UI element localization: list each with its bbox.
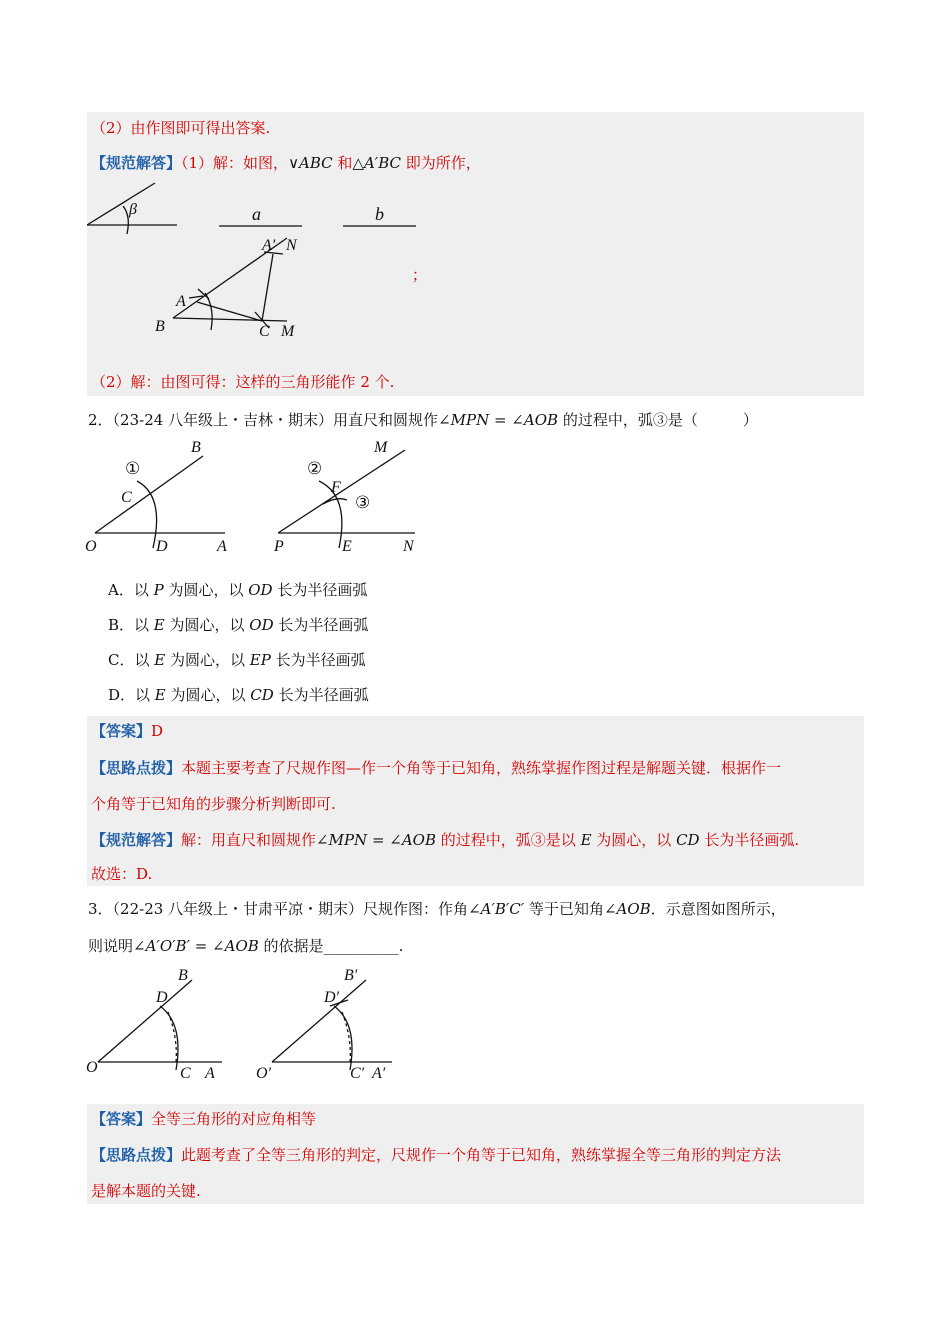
beta-arc (123, 206, 128, 234)
label-a: a (252, 204, 261, 224)
text: B．以 (108, 616, 154, 634)
label-b: b (375, 204, 384, 224)
text: 等于已知角 (524, 900, 604, 918)
q3-stem-line2 (88, 936, 403, 956)
label-A-prime: A′ (262, 237, 276, 254)
label-B-prime: B′ (344, 967, 358, 984)
hint-text: 本题主要考查了尺规作图—作一个角等于已知角，熟练掌握作图过程是解题关键．根据作一 (181, 759, 782, 777)
tag-hint: 【思路点拨】 (91, 1146, 182, 1164)
label-D: D (156, 538, 168, 555)
text: ．示意图如图所示， (650, 900, 786, 918)
label-C: C (121, 489, 132, 506)
q2-answer (91, 721, 163, 741)
text: A．以 (108, 581, 154, 599)
label-B: B (178, 967, 188, 984)
q3-stem (88, 899, 786, 919)
math: CD (250, 686, 274, 704)
math: ∠MPN = ∠AOB (316, 831, 437, 849)
text: 则说明 (88, 937, 134, 955)
label-beta: β (129, 201, 137, 218)
math: ∨ABC (288, 154, 333, 172)
figure-triangle-construction (87, 178, 427, 343)
label-circle-3: ③ (355, 493, 371, 512)
arc-CpDp (334, 1006, 352, 1070)
block1-line3: （2）解：由图可得：这样的三角形能作 2 个. (91, 373, 395, 391)
math: ∠AOB (603, 900, 651, 918)
math: E (580, 831, 592, 849)
label-M: M (374, 439, 388, 456)
text: 长为半径画弧 (273, 616, 369, 634)
text: 解：用直尺和圆规作 (181, 831, 317, 849)
side-A-prime-C (262, 254, 273, 321)
text: D．以 (108, 686, 155, 704)
math: P (153, 581, 164, 599)
label-C: C (180, 1065, 191, 1082)
text: 长为半径画弧 (273, 686, 369, 704)
text: 为圆心，以 (591, 831, 677, 849)
label-N: N (286, 237, 297, 254)
label-A-prime: A′ (372, 1065, 386, 1082)
side-AC (197, 302, 262, 321)
q2-option-b[interactable] (108, 615, 368, 635)
math: E (154, 651, 166, 669)
q3-hint-line2: 是解本题的关键. (91, 1182, 201, 1200)
text: 即为所作， (401, 154, 481, 172)
text: 为圆心，以 (165, 651, 250, 669)
figure-angle-copy (85, 436, 430, 558)
label-E: E (342, 538, 352, 555)
text: （1）解：如图， (181, 154, 289, 172)
text: 的过程中，弧③是以 (436, 831, 581, 849)
q2-option-c[interactable] (108, 650, 366, 670)
label-B: B (155, 318, 165, 335)
q2-solution (91, 830, 799, 850)
block1-line2 (91, 153, 481, 173)
label-D-prime: D′ (324, 989, 340, 1006)
text: 长为半径画弧 (270, 651, 366, 669)
text: . (398, 937, 404, 955)
text: 为圆心，以 (165, 686, 251, 704)
tag-answer: 【答案】 (91, 722, 152, 740)
label-D: D (156, 989, 168, 1006)
label-A: A (205, 1065, 215, 1082)
hint-text: 此题考查了全等三角形的判定，尺规作一个角等于已知角，熟练掌握全等三角形的判定方法 (181, 1146, 782, 1164)
label-circle-2: ② (307, 459, 323, 478)
answer-value: 全等三角形的对应角相等 (151, 1110, 317, 1128)
math: OD (248, 581, 273, 599)
tag-standard-solution: 【规范解答】 (91, 831, 182, 849)
beta-ray-2 (87, 183, 155, 225)
answer-value: D (151, 722, 164, 740)
base-BM (173, 318, 287, 321)
label-N: N (403, 538, 414, 555)
text: 长为半径画弧. (699, 831, 800, 849)
text: 为圆心，以 (163, 581, 249, 599)
label-M: M (281, 323, 295, 340)
math: △A′BC (352, 154, 401, 172)
label-A: A (176, 293, 186, 310)
q2-hint-line2: 个角等于已知角的步骤分析判断即可. (91, 795, 336, 813)
text: 的过程中，弧③是（ ） (558, 411, 758, 429)
label-B: B (191, 439, 201, 456)
q2-option-a[interactable] (108, 580, 367, 600)
math: EP (249, 651, 271, 669)
text: 3．（22-23 八年级上・甘肃平凉・期末）尺规作图：作角 (88, 900, 469, 918)
label-P: P (274, 538, 284, 555)
math: ∠A′O′B′ = ∠AOB (133, 937, 259, 955)
text: 和 (332, 154, 353, 172)
text: 2．（23-24 八年级上・吉林・期末）用直尺和圆规作 (88, 411, 439, 429)
tag-hint: 【思路点拨】 (91, 759, 182, 777)
q2-solution-line2: 故选：D. (91, 865, 153, 883)
math: CD (676, 831, 700, 849)
math: ∠MPN = ∠AOB (438, 411, 559, 429)
label-F: F (331, 479, 341, 496)
block1-semicolon: ； (412, 266, 428, 284)
answer-blank[interactable]: __________ (323, 937, 399, 955)
arc-CD (160, 1006, 178, 1070)
text: 的依据是 (258, 937, 324, 955)
label-C: C (259, 323, 270, 340)
label-C-prime: C′ (350, 1065, 365, 1082)
math: E (154, 686, 166, 704)
label-O: O (86, 1059, 98, 1076)
tag-answer: 【答案】 (91, 1110, 152, 1128)
block1-line1: （2）由作图即可得出答案. (91, 119, 271, 137)
tag-standard-solution: 【规范解答】 (91, 154, 182, 172)
q3-answer (91, 1109, 316, 1129)
text: C．以 (108, 651, 155, 669)
q2-option-d[interactable] (108, 685, 369, 705)
q2-hint (91, 758, 781, 778)
ray-OB (95, 456, 203, 533)
math: E (153, 616, 165, 634)
figure-congruent-angles (82, 966, 402, 1084)
label-A: A (217, 538, 227, 555)
math: OD (249, 616, 274, 634)
text: 长为半径画弧 (272, 581, 368, 599)
label-O: O (85, 538, 97, 555)
text: 为圆心，以 (164, 616, 250, 634)
label-O-prime: O′ (256, 1065, 272, 1082)
label-circle-1: ① (125, 459, 141, 478)
q3-hint (91, 1145, 781, 1165)
math: ∠A′B′C′ (468, 900, 525, 918)
q2-stem (88, 410, 758, 430)
